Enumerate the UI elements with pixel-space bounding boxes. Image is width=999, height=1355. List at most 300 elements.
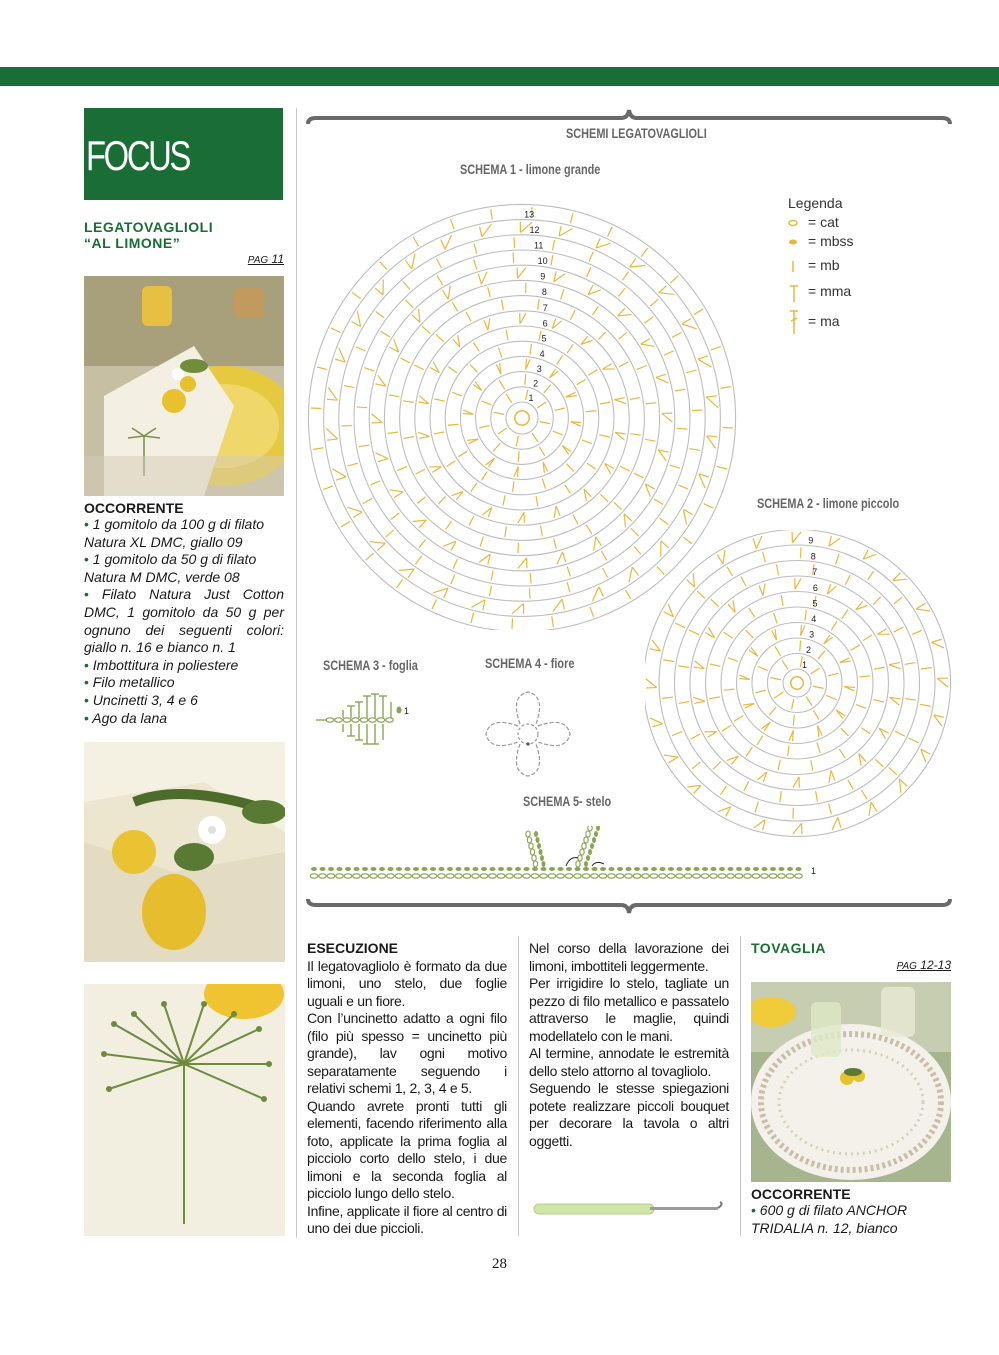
chain-stitch [360, 718, 368, 722]
list-item: • Filato Natura Just Cotton DMC, 1 gomitolo da 50 g per ognuno dei seguenti colori: giallo n. 16 e bianco n. 1 [84, 586, 284, 656]
chain-stitch [588, 826, 592, 831]
schemes-main-title: SCHEMI LEGATOVAGLIOLI [566, 125, 707, 141]
stitch-mark [875, 759, 883, 767]
stitch-mark [380, 262, 387, 270]
stitch-mark [646, 679, 657, 688]
stitch-mark [805, 610, 806, 621]
stitch-mark [753, 536, 762, 549]
stitch-mark [829, 536, 840, 547]
legend-item-cat: = cat [788, 214, 854, 240]
stitch-mark [634, 473, 644, 478]
stitch-mark [761, 722, 770, 731]
stitch-mark [434, 399, 444, 401]
chain-stitch [361, 874, 369, 878]
stitch-mark [518, 512, 524, 523]
chain-stitch [701, 874, 709, 878]
chain-stitch [744, 874, 752, 878]
stitch-mark [544, 385, 551, 393]
legend-item-mbss: = mbss [788, 233, 854, 259]
slip-stitch [515, 867, 521, 871]
stitch-mark [570, 310, 575, 320]
stitch-mark [717, 466, 727, 469]
stitch-mark [549, 369, 558, 378]
chain-stitch [404, 874, 412, 878]
stitch-mark [586, 525, 591, 534]
slip-stitch [609, 867, 615, 871]
slip-stitch [753, 867, 759, 871]
stitch-mark [934, 715, 945, 726]
stitch-mark [520, 313, 526, 324]
stitch-mark [625, 590, 630, 599]
round-ring [783, 669, 811, 697]
stitch-mark [376, 312, 385, 318]
paragraph: Al termine, annodate le estremità dello stelo attorno al tovagliolo. [529, 1045, 729, 1079]
stitch-mark [921, 749, 931, 762]
round-ring [706, 592, 889, 775]
stitch-mark [582, 440, 592, 444]
slip-stitch [736, 867, 742, 871]
schema5-title: SCHEMA 5- stelo [523, 793, 612, 809]
round-number-label: 3 [536, 363, 542, 374]
stitch-mark [555, 408, 565, 410]
round-number-label: 10 [537, 255, 548, 266]
stitch-mark [781, 595, 783, 606]
stitch-mark [769, 707, 776, 715]
slip-stitch [507, 867, 513, 871]
stitch-mark [811, 760, 813, 771]
slip-stitch [379, 867, 385, 871]
chain-stitch [565, 874, 573, 878]
stitch-mark [538, 299, 540, 310]
slip-stitch [447, 867, 453, 871]
stitch-mark [670, 465, 680, 468]
stitch-mark [641, 339, 655, 347]
slip-stitch [651, 867, 657, 871]
page-number: 28 [492, 1256, 507, 1272]
esecuzione-col1 [307, 940, 507, 1238]
stitch-mark [554, 539, 557, 549]
slip-stitch [728, 867, 734, 871]
stitch-mark [662, 697, 673, 698]
stitch-mark [728, 600, 735, 612]
stitch-mark [359, 445, 369, 447]
stitch-mark [553, 240, 555, 250]
round-ring [506, 402, 538, 434]
stitch-mark [713, 761, 721, 769]
stitch-mark [391, 513, 399, 520]
stitch-mark [793, 715, 794, 726]
stitch-mark [437, 276, 442, 285]
chain-stitch [735, 874, 743, 878]
slip-stitch [762, 867, 768, 871]
round-number-label: 8 [541, 287, 547, 298]
stitch-mark [937, 678, 948, 687]
stitch-mark [694, 661, 705, 669]
stitch-mark [453, 559, 457, 569]
stitch-mark [413, 237, 418, 246]
tovaglia-occorrente [751, 1186, 956, 1237]
stitch-mark [670, 276, 678, 283]
stitch-mark [861, 790, 867, 799]
round-number-label: 6 [812, 582, 818, 593]
slip-stitch [542, 861, 546, 867]
round-ring [768, 654, 827, 713]
round-ring [737, 623, 858, 744]
stitch-mark [414, 365, 424, 370]
stitch-mark [467, 439, 478, 444]
chain-stitch [608, 874, 616, 878]
stitch-mark [709, 697, 720, 699]
stitch-mark [356, 347, 366, 351]
stitch-mark [577, 379, 586, 385]
chain-stitch [446, 874, 454, 878]
stitch-mark [749, 608, 755, 617]
stitch-mark [491, 570, 493, 580]
stitch-mark [471, 483, 477, 492]
chain-stitch [576, 861, 580, 867]
slip-stitch [779, 867, 785, 871]
slip-stitch [549, 867, 555, 871]
stitch-mark [404, 437, 414, 439]
round-number-label: 8 [810, 551, 816, 562]
round-ring [400, 296, 645, 541]
stitch-mark [450, 219, 454, 229]
chain-stitch [591, 874, 599, 878]
stitch-mark [660, 518, 669, 524]
chain-stitch [352, 718, 360, 722]
chain-stitch [584, 837, 588, 843]
divider-vertical [296, 108, 297, 1238]
stitch-mark [499, 380, 504, 389]
stitch-mark [553, 431, 563, 435]
round-number-label: 1 [528, 393, 534, 404]
stitch-mark [755, 802, 758, 812]
stitch-mark [479, 554, 490, 564]
slip-stitch [770, 867, 776, 871]
list-item: • Uncinetti 3, 4 e 6 [84, 691, 198, 708]
chain-stitch [336, 874, 344, 878]
stitch-mark [818, 651, 825, 659]
stitch-mark [614, 398, 625, 404]
slip-stitch [584, 861, 588, 867]
stitch-mark [530, 344, 531, 355]
chain-stitch [667, 874, 675, 878]
slip-stitch [596, 826, 600, 831]
stitch-mark [518, 558, 527, 569]
stitch-mark [363, 499, 372, 504]
stitch-mark [826, 695, 836, 699]
slip-stitch [594, 831, 598, 837]
round-ring [384, 280, 659, 555]
legend-item-ma: = ma [788, 313, 854, 339]
stitch-mark [357, 407, 368, 408]
stitch-mark [401, 358, 411, 363]
stitch-mark [317, 367, 327, 370]
list-item: • 1 gomitolo da 100 g di filato Natura XL DMC, giallo 09 [84, 516, 265, 550]
stitch-mark [422, 326, 430, 333]
stitch-mark [590, 607, 594, 617]
chain-stitch [526, 831, 530, 837]
slip-stitch [430, 867, 436, 871]
stitch-mark [724, 632, 733, 638]
stitch-mark [543, 462, 548, 473]
stitch-mark [746, 630, 754, 638]
stitch-mark [650, 640, 661, 651]
stitch-mark [430, 362, 439, 373]
slip-stitch [575, 867, 581, 871]
stitch-mark [728, 658, 738, 662]
round-ring [752, 638, 842, 728]
stitch-mark [453, 335, 460, 347]
chain-stitch [752, 874, 760, 878]
chain-stitch [684, 874, 692, 878]
stitch-mark [788, 745, 789, 756]
chain-stitch [326, 718, 334, 722]
stitch-mark [567, 566, 570, 576]
stitch-mark [770, 678, 781, 680]
stitch-mark [481, 472, 487, 481]
round-number-label: 4 [539, 348, 545, 359]
slip-stitch [590, 843, 594, 849]
slip-stitch [539, 849, 543, 855]
stitch-mark [699, 474, 709, 488]
stitch-mark [491, 209, 493, 220]
esecuzione-col2 [529, 940, 729, 1150]
slip-stitch-symbol-icon [788, 237, 798, 247]
chain-stitch [319, 874, 327, 878]
stitch-mark [727, 756, 739, 764]
stitch-mark [311, 408, 322, 409]
photo-tablecloth [751, 982, 951, 1182]
stitch-mark [672, 732, 682, 736]
stitch-mark [458, 451, 467, 457]
stitch-mark [905, 699, 916, 701]
stitch-mark [474, 343, 480, 352]
stitch-mark [584, 489, 591, 501]
round-number-label: 5 [541, 333, 547, 344]
stitch-mark [514, 467, 518, 478]
slip-stitch [677, 867, 683, 871]
stitch-mark [698, 356, 711, 367]
stitch-mark [780, 791, 782, 802]
chain-stitch [327, 874, 335, 878]
stitch-mark [348, 463, 358, 466]
chain-stitch [727, 874, 735, 878]
stitch-mark [659, 286, 675, 295]
stitch-mark [366, 553, 374, 560]
chain-stitch [578, 855, 582, 861]
stitch-mark [841, 728, 849, 736]
stitch-mark [436, 334, 444, 341]
stitch-mark [722, 725, 731, 731]
stitch-mark [778, 760, 780, 771]
stitch-mark [839, 749, 845, 758]
stitch-mark [447, 461, 456, 467]
round-number-label: 13 [524, 209, 535, 220]
slip-stitch [796, 867, 802, 871]
chain-stitch [343, 718, 351, 722]
slip-stitch [702, 867, 708, 871]
stitch-mark [417, 497, 425, 504]
stitch-mark [554, 506, 560, 518]
round-ring [690, 576, 904, 790]
article-title-line2: “AL LIMONE” [84, 235, 181, 251]
stitch-mark [344, 386, 354, 388]
stitch-mark [658, 450, 668, 461]
stitch-mark [831, 621, 837, 630]
round-ring [675, 561, 920, 806]
divider-vertical [518, 936, 519, 1236]
chain-stitch [310, 874, 318, 878]
stitch-mark [692, 762, 700, 769]
stitch-mark [789, 730, 793, 741]
stitch-mark [879, 728, 889, 739]
tovaglia-page-reference: PAG 12-13 [896, 958, 951, 972]
stitch-mark [478, 272, 487, 285]
chain-stitch [395, 874, 403, 878]
stitch-mark [795, 578, 801, 589]
slip-stitch [583, 867, 589, 871]
schema1-title: SCHEMA 1 - limone grande [460, 161, 601, 177]
stitch-mark [845, 575, 850, 585]
stitch-mark [675, 389, 685, 391]
stitch-mark [663, 660, 674, 662]
slip-stitch [643, 867, 649, 871]
stitch-mark [813, 686, 824, 688]
slip-stitch [345, 867, 351, 871]
stitch-mark [894, 627, 904, 632]
stitch-mark [493, 443, 500, 451]
stitch-mark [905, 663, 916, 665]
chain-stitch [718, 874, 726, 878]
stitch-mark [909, 738, 919, 743]
stitch-mark [448, 424, 459, 425]
slip-stitch [566, 867, 572, 871]
stitch-mark [518, 451, 519, 462]
arrow-icon [592, 862, 604, 866]
stitch-mark [650, 299, 658, 306]
stitch-mark [614, 502, 622, 509]
stitch-mark [895, 731, 905, 736]
chain-stitch [497, 874, 505, 878]
round-number-label: 3 [809, 629, 815, 640]
slip-stitch [626, 867, 632, 871]
stitch-mark [573, 515, 578, 524]
stitch-mark [793, 777, 799, 788]
stitch-mark [720, 786, 726, 795]
chain-stitch [506, 874, 514, 878]
chain-stitch [377, 718, 385, 722]
stitch-mark [406, 300, 413, 308]
chain-stitch [582, 874, 590, 878]
stitch-mark [313, 448, 324, 450]
stitch-mark [375, 375, 385, 386]
stitch-mark [506, 394, 512, 403]
materials-list [84, 516, 284, 727]
divider-vertical [740, 936, 741, 1236]
stitch-mark [620, 466, 630, 471]
stitch-mark [874, 667, 885, 669]
chain-stitch [480, 874, 488, 878]
stitch-mark [912, 630, 922, 634]
slip-stitch [328, 867, 334, 871]
top-green-bar [0, 67, 999, 86]
stitch-mark [869, 802, 877, 816]
stitch-mark [481, 401, 491, 405]
stitch-mark [890, 697, 901, 705]
chain-stitch [769, 874, 777, 878]
stitch-mark [364, 368, 374, 371]
stitch-mark [370, 481, 380, 485]
stitch-mark [452, 492, 463, 500]
stitch-mark [758, 666, 768, 670]
slip-stitch [711, 867, 717, 871]
chain-stitch [412, 874, 420, 878]
chain-stitch [795, 874, 803, 878]
slip-stitch [617, 867, 623, 871]
schema5-diagram [308, 826, 828, 886]
stitch-mark [566, 392, 577, 397]
stitch-mark [370, 542, 386, 551]
stitch-mark [505, 526, 507, 537]
stitch-mark [755, 690, 766, 692]
stitch-mark [532, 433, 538, 442]
stitch-mark [851, 645, 860, 651]
stitch-mark [757, 736, 763, 745]
esecuzione-title: ESECUZIONE [307, 940, 399, 956]
stitch-mark [634, 546, 641, 554]
slip-stitch [668, 867, 674, 871]
stitch-mark [707, 436, 718, 449]
stitch-mark [512, 618, 513, 629]
stitch-mark [570, 213, 573, 223]
stitch-mark [588, 285, 601, 294]
stitch-mark [381, 331, 390, 337]
photo-embroidery [84, 984, 285, 1236]
stitch-mark [561, 289, 564, 299]
round-number-label: 12 [529, 224, 540, 235]
photo-crochet-hook [532, 1198, 727, 1220]
stitch-mark [526, 359, 530, 370]
center-ring [791, 677, 804, 690]
slip-stitch [456, 867, 462, 871]
slip-stitch [541, 867, 547, 871]
chain-stitch [530, 849, 534, 855]
slip-stitch [320, 867, 326, 871]
stitch-mark [436, 259, 441, 268]
stitch-mark [446, 521, 452, 530]
stitch-mark [567, 582, 570, 592]
chain-stitch [533, 861, 537, 867]
stitch-mark [734, 716, 743, 722]
stitch-mark [662, 413, 673, 422]
stitch-mark [836, 710, 845, 719]
stitch-mark [618, 288, 625, 296]
stitch-mark [441, 235, 452, 249]
chain-stitch [693, 874, 701, 878]
stitch-mark [473, 382, 482, 391]
stitch-mark [571, 422, 582, 426]
chain-stitch [335, 718, 343, 722]
list-item: • Ago da lana [84, 709, 168, 726]
schema2-diagram [645, 530, 970, 840]
stitch-mark [704, 504, 714, 509]
stitch-mark [615, 432, 626, 440]
chain-stitch [676, 874, 684, 878]
stitch-mark [931, 639, 944, 648]
slip-stitch [337, 867, 343, 871]
chain-stitch [386, 718, 394, 722]
